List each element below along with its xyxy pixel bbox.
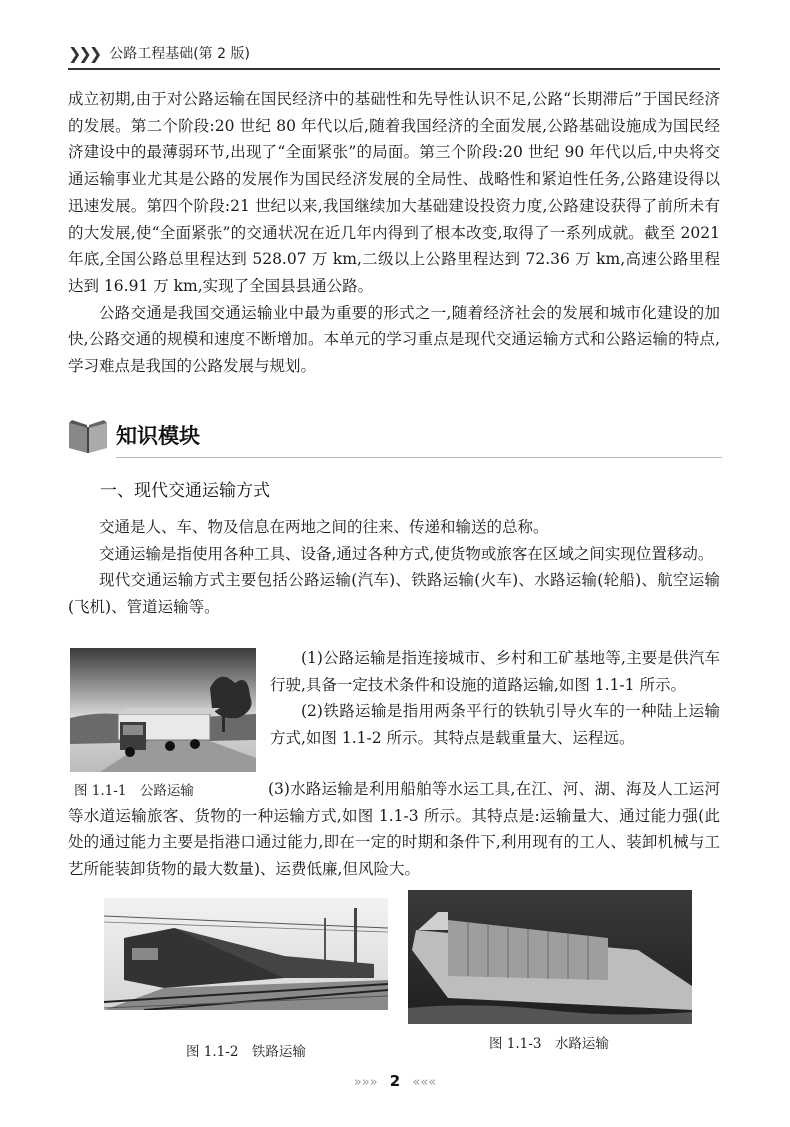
definition-text	[68, 514, 720, 621]
road-rail-text	[270, 645, 720, 752]
figure-caption-rail: 图 1.1-2 铁路运输	[186, 1044, 306, 1060]
paragraph-focus: 公路交通是我国交通运输业中最为重要的形式之一,随着经济社会的发展和城市化建设的加快,公路交通的规模和速度不断增加。本单元的学习重点是现代交通运输方式和公路运输的特点,学习难点是我国的公路发展与规划。	[68, 303, 720, 376]
paragraph-water-transport	[68, 776, 720, 883]
header-chevron-icon: ❯❯❯	[68, 43, 100, 63]
figure-caption-road: 图 1.1-1 公路运输	[74, 783, 194, 799]
running-header	[68, 38, 720, 70]
page-number: 2	[389, 1072, 401, 1090]
footer-left-arrows-icon: »»»	[353, 1075, 378, 1090]
water-paragraph-text: (3)水路运输是利用船舶等水运工具,在江、河、湖、海及人工运河等水道运输旅客、货物的一种运输方式,如图 1.1-3 所示。其特点是:运输量大、通过能力强(此处的通过能力主要是指港口通过能力,即在一定的时期和条件下,利用现有的工人、装卸机械与工艺所能装卸货物的最大数量)、运费低廉,但风险大。	[68, 780, 720, 879]
intro-text	[68, 86, 720, 380]
water-transport-photo	[408, 890, 692, 1024]
paragraph-road-transport: (1)公路运输是指连接城市、乡村和工矿基地等,主要是供汽车行驶,具备一定技术条件和设施的道路运输,如图 1.1-1 所示。	[270, 649, 720, 694]
rail-transport-photo	[104, 898, 388, 1010]
water-text	[68, 776, 720, 883]
module-divider	[116, 457, 722, 458]
module-label: 知识模块	[116, 424, 200, 448]
footer-right-arrows-icon: «««	[412, 1075, 437, 1090]
section-title: 一、现代交通运输方式	[100, 481, 270, 501]
header-title: 公路工程基础(第 2 版)	[109, 46, 250, 62]
paragraph-rail-transport: (2)铁路运输是指用两条平行的铁轨引导火车的一种陆上运输方式,如图 1.1-2 所示。其特点是载重量大、运程远。	[270, 702, 720, 748]
open-book-icon	[66, 415, 110, 455]
knowledge-module-heading	[66, 410, 722, 460]
paragraph-history: 成立初期,由于对公路运输在国民经济中的基础性和先导性认识不足,公路“长期滞后”于国民经济的发展。第二个阶段:20 世纪 80 年代以后,随着我国经济的全面发展,公路基础设施成为国民经济建设中的最薄弱环节,出现了“全面紧张”的局面。第三个阶段:20 世纪 90 年代以后,中央将交通运输事业尤其是公路的发展作为国民经济发展的全局性、战略性和紧迫性任务,公路建设得以迅速发展。第四个阶段:21 世纪以来,我国继续加大基础建设投资力度,公路建设获得了前所未有的大发展,使“全面紧张”的交通状况在近几年内得到了根本改变,取得了一系列成就。截至 2021 年底,全国公路总里程达到 528.07 万 km,二级以上公路里程达到 72.36 万 km,高速公路里程达到 16.91 万 km,实现了全国县县通公路。	[68, 90, 720, 295]
paragraph-transport-definition: 交通运输是指使用各种工具、设备,通过各种方式,使货物或旅客在区域之间实现位置移动。	[99, 544, 714, 563]
figure-caption-water: 图 1.1-3 水路运输	[489, 1036, 609, 1052]
paragraph-traffic-definition: 交通是人、车、物及信息在两地之间的往来、传递和输送的总称。	[99, 518, 549, 536]
page-footer	[0, 1072, 790, 1090]
road-transport-photo	[70, 648, 256, 772]
paragraph-transport-modes: 现代交通运输方式主要包括公路运输(汽车)、铁路运输(火车)、水路运输(轮船)、航空运输(飞机)、管道运输等。	[68, 571, 720, 617]
